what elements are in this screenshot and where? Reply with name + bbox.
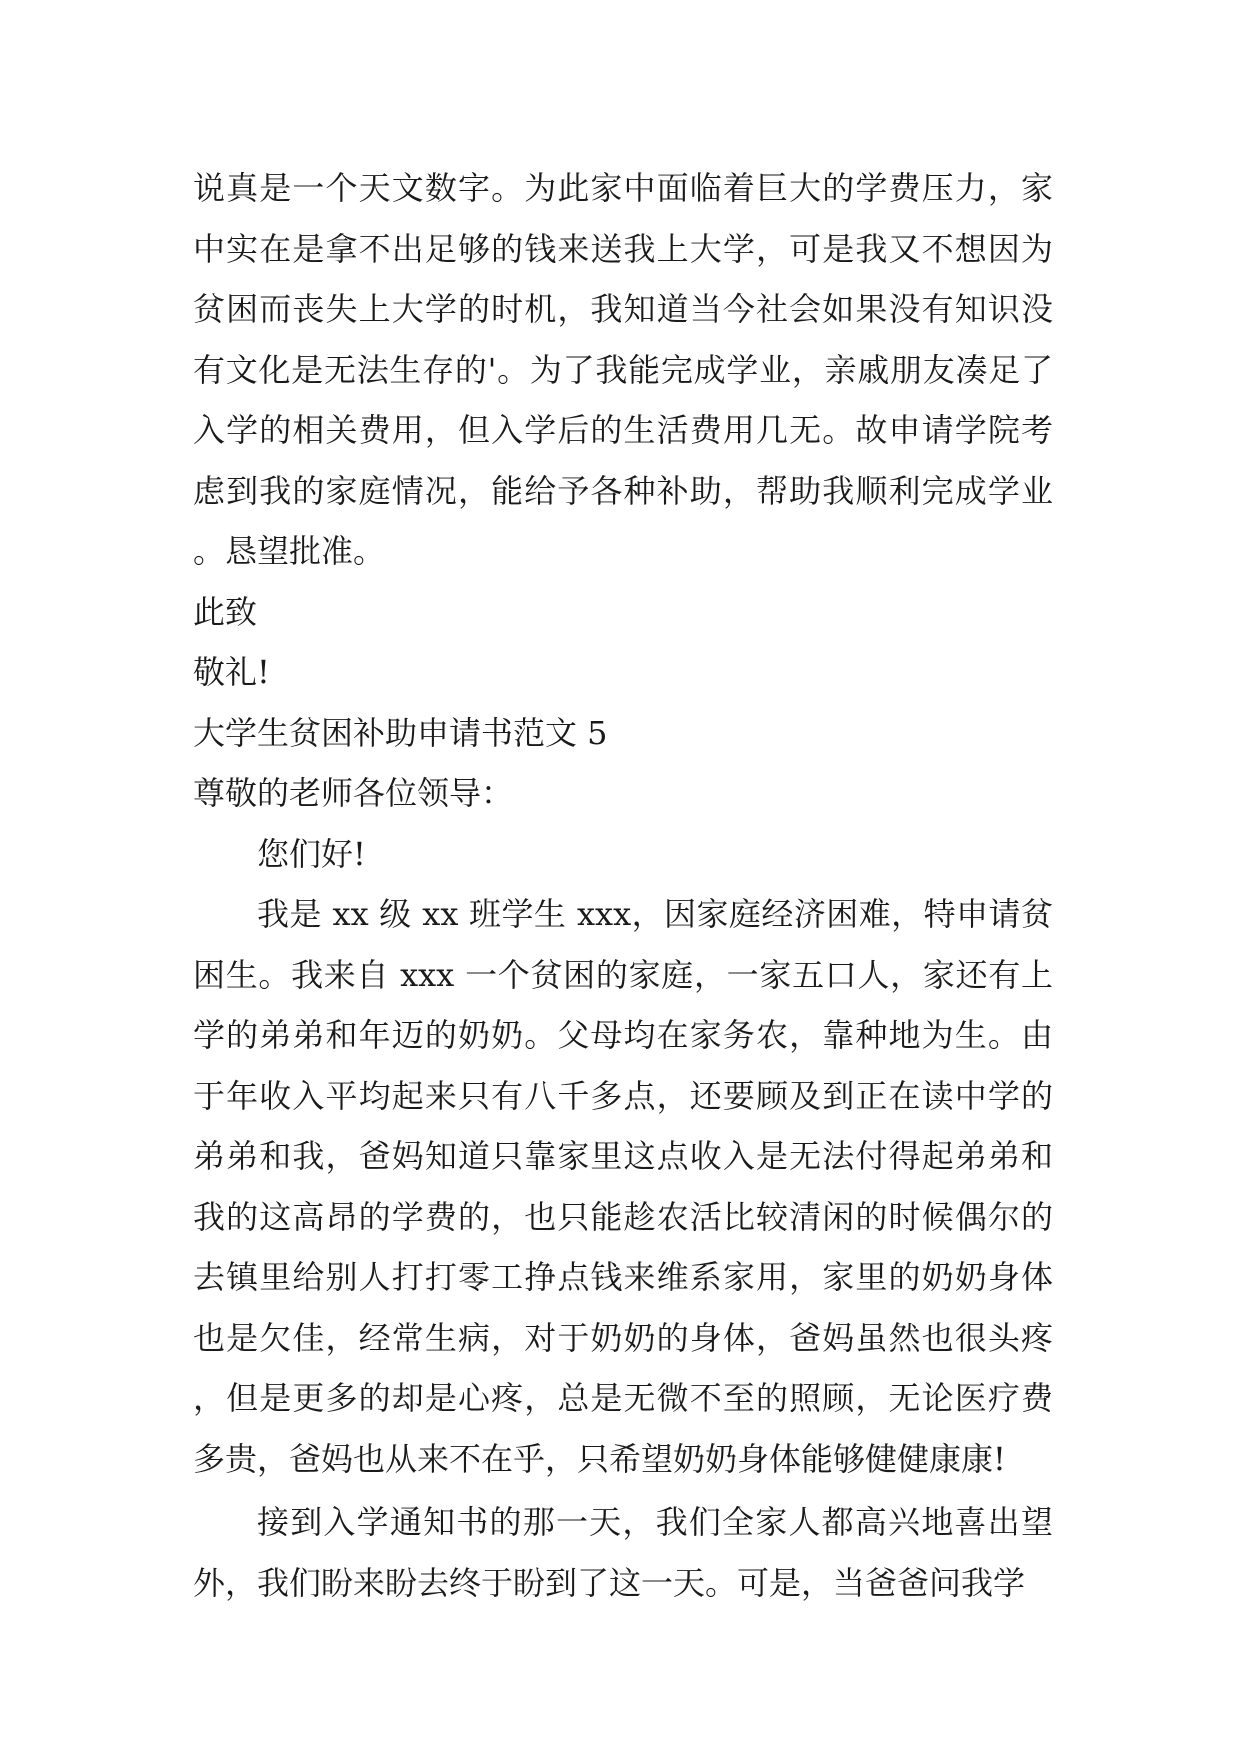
body-paragraph-family: 我是 xx 级 xx 班学生 xxx，因家庭经济困难，特申请贫困生。我来自 xxx 一个贫困的家庭，一家五口人，家还有上学的弟弟和年迈的奶奶。父母均在家务农，靠种地为生。由于年收入平均起来只有八千多点，还要顾及到正在读中学的弟弟和我，爸妈知道只靠家里这点收入是无法付得起弟弟和我的这高昂的学费的，也只能趁农活比较清闲的时候偶尔的去镇里给别人打打零工挣点钱来维系家用，家里的奶奶身体也是欠佳，经常生病，对于奶奶的身体，爸妈虽然也很头疼，但是更多的却是心疼，总是无微不至的照顾，无论医疗费多贵，爸妈也从来不在乎，只希望奶奶身体能够健健康康! (193, 895, 1053, 1478)
body-paragraph-admission: 接到入学通知书的那一天，我们全家人都高兴地喜出望外，我们盼来盼去终于盼到了这一天。可是，当爸爸问我学 (193, 1503, 1053, 1602)
document-body (193, 158, 1053, 1613)
body-paragraph-tuition: 说真是一个天文数字。为此家中面临着巨大的学费压力，家中实在是拿不出足够的钱来送我上大学，可是我又不想因为贫困而丧失上大学的时机，我知道当今社会如果没有知识没有文化是无法生存的'。为了我能完成学业，亲戚朋友凑足了入学的相关费用，但入学后的生活费用几无。故申请学院考虑到我的家庭情况，能给予各种补助，帮助我顺利完成学业。恳望批准。 (193, 169, 1053, 570)
greeting-hello: 您们好! (257, 834, 366, 873)
section-title: 大学生贫困补助申请书范文 5 (193, 713, 608, 752)
closing-regards: 敬礼! (193, 653, 270, 691)
closing-salutation: 此致 (193, 592, 258, 631)
greeting-addressee: 尊敬的老师各位领导： (193, 774, 514, 812)
